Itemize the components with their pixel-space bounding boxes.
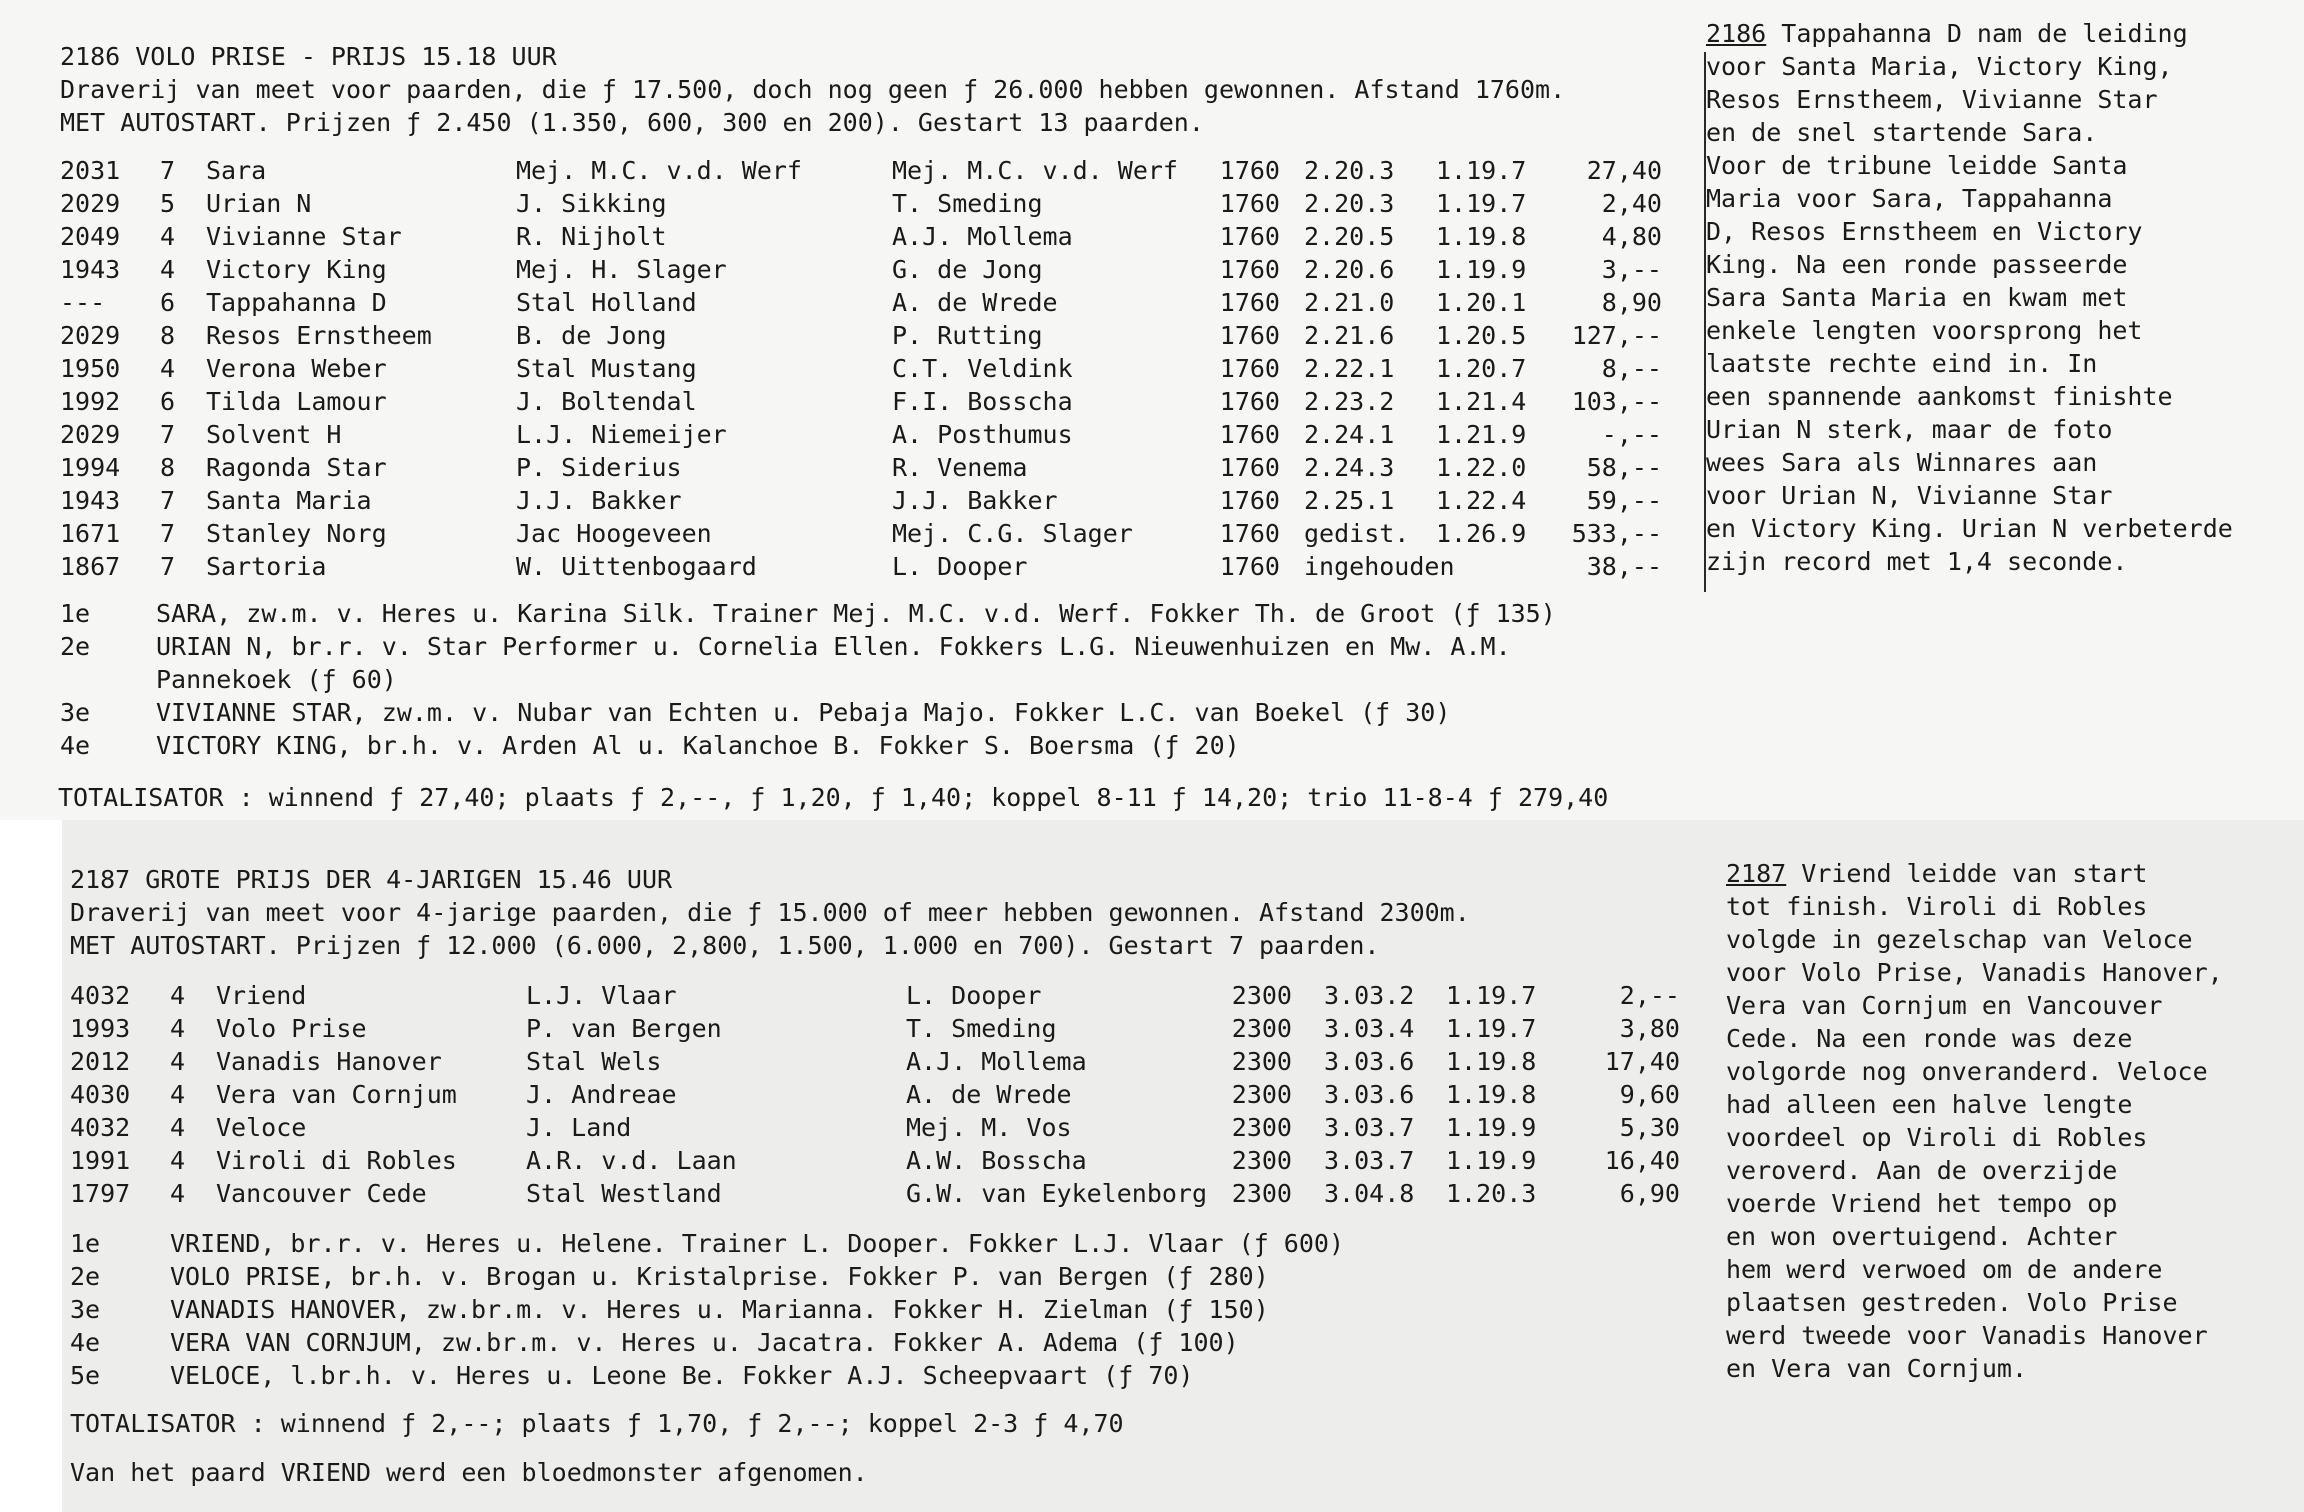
cell-dist: 2300 — [1231, 981, 1292, 1010]
cell-odds: 3,80 — [1619, 1014, 1680, 1043]
race-title: 2187 GROTE PRIJS DER 4-JARIGEN 15.46 UUR — [70, 865, 673, 894]
cell-odds: 4,80 — [1601, 222, 1662, 251]
cell-horse: Stanley Norg — [206, 519, 387, 548]
cell-time: 2.24.3 — [1304, 453, 1395, 482]
cell-odds: 2,-- — [1619, 981, 1680, 1010]
cell-nr: 4030 — [70, 1080, 131, 1109]
cell-nr: 4032 — [70, 1113, 131, 1142]
placing-description: VERA VAN CORNJUM, zw.br.m. v. Heres u. Jacatra. Fokker A. Adema (ƒ 100) — [170, 1328, 1239, 1357]
commentary-line: Maria voor Sara, Tappahanna — [1706, 184, 2113, 213]
cell-age: 4 — [170, 981, 186, 1010]
cell-time: 2.20.6 — [1304, 255, 1395, 284]
cell-odds: 103,-- — [1571, 387, 1662, 416]
cell-driver: Jac Hoogeveen — [516, 519, 712, 548]
cell-driver: P. van Bergen — [526, 1014, 722, 1043]
cell-age: 6 — [160, 387, 176, 416]
cell-dist: 1760 — [1219, 255, 1280, 284]
cell-horse: Ragonda Star — [206, 453, 387, 482]
cell-trainer: R. Venema — [892, 453, 1028, 482]
cell-trainer: Mej. M. Vos — [906, 1113, 1072, 1142]
cell-nr: 1992 — [60, 387, 121, 416]
cell-driver: Mej. M.C. v.d. Werf — [516, 156, 802, 185]
cell-trainer: Mej. M.C. v.d. Werf — [892, 156, 1178, 185]
cell-km: 1.19.7 — [1436, 189, 1527, 218]
table-row — [60, 253, 1700, 286]
commentary-line: veroverd. Aan de overzijde — [1726, 1156, 2118, 1185]
placing-description: Pannekoek (ƒ 60) — [156, 665, 397, 694]
cell-horse: Urian N — [206, 189, 312, 218]
table-row — [70, 1144, 1700, 1177]
cell-time: 3.03.4 — [1324, 1014, 1415, 1043]
cell-time: gedist. — [1304, 519, 1410, 548]
table-row — [60, 187, 1700, 220]
placing-rank: 3e — [70, 1295, 101, 1324]
cell-time: 2.23.2 — [1304, 387, 1395, 416]
cell-odds: -,-- — [1601, 420, 1662, 449]
cell-driver: R. Nijholt — [516, 222, 667, 251]
commentary-line: had alleen een halve lengte — [1726, 1090, 2133, 1119]
commentary-line: Urian N sterk, maar de foto — [1706, 415, 2113, 444]
cell-dist: 2300 — [1231, 1014, 1292, 1043]
race-title: 2186 VOLO PRISE - PRIJS 15.18 UUR — [60, 42, 557, 71]
cell-trainer: T. Smeding — [892, 189, 1043, 218]
cell-dist: 1760 — [1219, 189, 1280, 218]
cell-driver: J. Boltendal — [516, 387, 697, 416]
cell-km: 1.20.1 — [1436, 288, 1527, 317]
cell-horse: Tappahanna D — [206, 288, 387, 317]
cell-driver: L.J. Niemeijer — [516, 420, 727, 449]
commentary-line: laatste rechte eind in. In — [1706, 349, 2098, 378]
cell-km: 1.19.8 — [1446, 1080, 1537, 1109]
cell-nr: 2012 — [70, 1047, 131, 1076]
cell-odds: 3,-- — [1601, 255, 1662, 284]
cell-horse: Vancouver Cede — [216, 1179, 427, 1208]
race-2186-commentary — [1706, 17, 2233, 578]
commentary-line: en won overtuigend. Achter — [1726, 1222, 2118, 1251]
cell-odds: 59,-- — [1586, 486, 1662, 515]
cell-nr: 2049 — [60, 222, 121, 251]
cell-age: 4 — [170, 1113, 186, 1142]
cell-time: 2.21.6 — [1304, 321, 1395, 350]
table-row — [70, 1078, 1700, 1111]
cell-odds: 533,-- — [1571, 519, 1662, 548]
cell-dist: 2300 — [1231, 1146, 1292, 1175]
cell-driver: Stal Wels — [526, 1047, 662, 1076]
placing-description: VICTORY KING, br.h. v. Arden Al u. Kalanchoe B. Fokker S. Boersma (ƒ 20) — [156, 731, 1240, 760]
cell-odds: 8,-- — [1601, 354, 1662, 383]
race-2186-totalisator: TOTALISATOR : winnend ƒ 27,40; plaats ƒ 2,--, ƒ 1,20, ƒ 1,40; koppel 8-11 ƒ 14,20; trio 11-8-4 ƒ 279,40 — [58, 783, 1609, 812]
commentary-line: voordeel op Viroli di Robles — [1726, 1123, 2148, 1152]
cell-time: 3.03.2 — [1324, 981, 1415, 1010]
table-row — [70, 1111, 1700, 1144]
cell-trainer: F.I. Bosscha — [892, 387, 1073, 416]
commentary-line: plaatsen gestreden. Volo Prise — [1726, 1288, 2178, 1317]
cell-nr: 2029 — [60, 189, 121, 218]
cell-driver: J.J. Bakker — [516, 486, 682, 515]
cell-driver: B. de Jong — [516, 321, 667, 350]
cell-trainer: A. de Wrede — [906, 1080, 1072, 1109]
commentary-race-number: 2186 — [1706, 19, 1767, 48]
commentary-line: zijn record met 1,4 seconde. — [1706, 547, 2128, 576]
cell-trainer: T. Smeding — [906, 1014, 1057, 1043]
cell-time: 2.20.3 — [1304, 156, 1395, 185]
cell-odds: 27,40 — [1586, 156, 1662, 185]
commentary-first-line: Vriend leidde van start — [1786, 859, 2148, 888]
commentary-line: en de snel startende Sara. — [1706, 118, 2098, 147]
cell-horse: Volo Prise — [216, 1014, 367, 1043]
cell-km: 1.22.4 — [1436, 486, 1527, 515]
cell-dist: 1760 — [1219, 519, 1280, 548]
cell-odds: 8,90 — [1601, 288, 1662, 317]
commentary-line: en Vera van Cornjum. — [1726, 1354, 2028, 1383]
cell-km: 1.21.4 — [1436, 387, 1527, 416]
cell-age: 7 — [160, 486, 176, 515]
commentary-line: hem werd verwoed om de andere — [1726, 1255, 2163, 1284]
cell-time: 3.03.6 — [1324, 1080, 1415, 1109]
race-conditions: Draverij van meet voor 4-jarige paarden, die ƒ 15.000 of meer hebben gewonnen. Afstand 2300m. — [70, 898, 1470, 927]
race-conditions: Draverij van meet voor paarden, die ƒ 17.500, doch nog geen ƒ 26.000 hebben gewonnen. Afstand 1760m. — [60, 75, 1566, 104]
cell-km: 1.22.0 — [1436, 453, 1527, 482]
commentary-first-line: Tappahanna D nam de leiding — [1766, 19, 2188, 48]
table-row — [60, 220, 1700, 253]
cell-age: 4 — [170, 1014, 186, 1043]
table-row — [60, 385, 1700, 418]
cell-age: 8 — [160, 453, 176, 482]
commentary-line: en Victory King. Urian N verbeterde — [1706, 514, 2233, 543]
cell-age: 7 — [160, 519, 176, 548]
cell-dist: 2300 — [1231, 1113, 1292, 1142]
cell-driver: Stal Mustang — [516, 354, 697, 383]
cell-horse: Vriend — [216, 981, 307, 1010]
table-row — [60, 319, 1700, 352]
cell-km: 1.21.9 — [1436, 420, 1527, 449]
table-row — [70, 1012, 1700, 1045]
table-row — [60, 286, 1700, 319]
cell-driver: Mej. H. Slager — [516, 255, 727, 284]
cell-time: 2.22.1 — [1304, 354, 1395, 383]
cell-age: 4 — [170, 1047, 186, 1076]
cell-dist: 1760 — [1219, 420, 1280, 449]
race-2187-commentary — [1726, 857, 2223, 1385]
cell-dist: 1760 — [1219, 486, 1280, 515]
cell-dist: 1760 — [1219, 156, 1280, 185]
commentary-line: Sara Santa Maria en kwam met — [1706, 283, 2128, 312]
cell-age: 4 — [160, 354, 176, 383]
placing-rank: 4e — [60, 731, 91, 760]
cell-driver: J. Land — [526, 1113, 632, 1142]
table-row — [60, 550, 1700, 583]
race-2186-results-table — [60, 154, 1700, 583]
placing-rank: 2e — [60, 632, 91, 661]
cell-dist: 1760 — [1219, 288, 1280, 317]
cell-km: 1.19.7 — [1446, 1014, 1537, 1043]
cell-km: 1.26.9 — [1436, 519, 1527, 548]
cell-driver: L.J. Vlaar — [526, 981, 677, 1010]
cell-odds: 16,40 — [1604, 1146, 1680, 1175]
cell-dist: 1760 — [1219, 222, 1280, 251]
cell-odds: 9,60 — [1619, 1080, 1680, 1109]
cell-age: 6 — [160, 288, 176, 317]
cell-age: 4 — [170, 1080, 186, 1109]
commentary-line: een spannende aankomst finishte — [1706, 382, 2173, 411]
cell-trainer: A.J. Mollema — [892, 222, 1073, 251]
cell-km: 1.19.8 — [1446, 1047, 1537, 1076]
placing-rank: 3e — [60, 698, 91, 727]
commentary-line: Cede. Na een ronde was deze — [1726, 1024, 2133, 1053]
table-row — [70, 1177, 1700, 1210]
cell-trainer: P. Rutting — [892, 321, 1043, 350]
cell-dist: 1760 — [1219, 354, 1280, 383]
table-row — [60, 154, 1700, 187]
race-prizes: MET AUTOSTART. Prijzen ƒ 2.450 (1.350, 600, 300 en 200). Gestart 13 paarden. — [60, 108, 1204, 137]
placing-description: VOLO PRISE, br.h. v. Brogan u. Kristalprise. Fokker P. van Bergen (ƒ 280) — [170, 1262, 1269, 1291]
cell-nr: 1867 — [60, 552, 121, 581]
cell-nr: 1797 — [70, 1179, 131, 1208]
cell-dist: 2300 — [1231, 1080, 1292, 1109]
cell-driver: Stal Holland — [516, 288, 697, 317]
cell-km: 1.19.9 — [1436, 255, 1527, 284]
placing-rank: 5e — [70, 1361, 101, 1390]
cell-dist: 2300 — [1231, 1179, 1292, 1208]
cell-dist: 1760 — [1219, 552, 1280, 581]
cell-driver: Stal Westland — [526, 1179, 722, 1208]
cell-time: 2.24.1 — [1304, 420, 1395, 449]
cell-km: 1.19.9 — [1446, 1113, 1537, 1142]
table-row — [60, 517, 1700, 550]
cell-dist: 1760 — [1219, 321, 1280, 350]
cell-trainer: J.J. Bakker — [892, 486, 1058, 515]
commentary-line: enkele lengten voorsprong het — [1706, 316, 2143, 345]
cell-odds: 6,90 — [1619, 1179, 1680, 1208]
cell-horse: Solvent H — [206, 420, 342, 449]
cell-driver: J. Sikking — [516, 189, 667, 218]
cell-dist: 2300 — [1231, 1047, 1292, 1076]
commentary-line: King. Na een ronde passeerde — [1706, 250, 2128, 279]
cell-trainer: Mej. C.G. Slager — [892, 519, 1133, 548]
cell-nr: 2031 — [60, 156, 121, 185]
cell-km: 1.19.7 — [1446, 981, 1537, 1010]
cell-horse: Victory King — [206, 255, 387, 284]
cell-time: 3.04.8 — [1324, 1179, 1415, 1208]
table-row — [60, 418, 1700, 451]
cell-nr: 1943 — [60, 255, 121, 284]
cell-age: 7 — [160, 156, 176, 185]
commentary-line: tot finish. Viroli di Robles — [1726, 892, 2148, 921]
commentary-line: werd tweede voor Vanadis Hanover — [1726, 1321, 2208, 1350]
cell-time: 2.21.0 — [1304, 288, 1395, 317]
cell-horse: Sara — [206, 156, 267, 185]
placing-description: SARA, zw.m. v. Heres u. Karina Silk. Trainer Mej. M.C. v.d. Werf. Fokker Th. de Groot (ƒ 135) — [156, 599, 1556, 628]
commentary-line: Voor de tribune leidde Santa — [1706, 151, 2128, 180]
cell-km: 1.20.7 — [1436, 354, 1527, 383]
cell-nr: 4032 — [70, 981, 131, 1010]
table-row — [70, 1045, 1700, 1078]
race-prizes: MET AUTOSTART. Prijzen ƒ 12.000 (6.000, 2,800, 1.500, 1.000 en 700). Gestart 7 paarden. — [70, 931, 1380, 960]
placing-description: VANADIS HANOVER, zw.br.m. v. Heres u. Marianna. Fokker H. Zielman (ƒ 150) — [170, 1295, 1269, 1324]
table-row — [60, 484, 1700, 517]
cell-trainer: A.W. Bosscha — [906, 1146, 1087, 1175]
cell-age: 7 — [160, 420, 176, 449]
cell-horse: Tilda Lamour — [206, 387, 387, 416]
table-row — [60, 352, 1700, 385]
cell-time: 2.25.1 — [1304, 486, 1395, 515]
cell-km: 1.19.9 — [1446, 1146, 1537, 1175]
commentary-line: voor Urian N, Vivianne Star — [1706, 481, 2113, 510]
cell-odds: 5,30 — [1619, 1113, 1680, 1142]
placing-description: VIVIANNE STAR, zw.m. v. Nubar van Echten u. Pebaja Majo. Fokker L.C. van Boekel (ƒ 30) — [156, 698, 1451, 727]
cell-km: 1.20.3 — [1446, 1179, 1537, 1208]
race-2187-footnote: Van het paard VRIEND werd een bloedmonster afgenomen. — [70, 1458, 868, 1487]
race-2187-totalisator: TOTALISATOR : winnend ƒ 2,--; plaats ƒ 1,70, ƒ 2,--; koppel 2-3 ƒ 4,70 — [70, 1409, 1124, 1438]
cell-time: 2.20.3 — [1304, 189, 1395, 218]
commentary-line: voor Santa Maria, Victory King, — [1706, 52, 2173, 81]
cell-trainer: G. de Jong — [892, 255, 1043, 284]
cell-driver: P. Siderius — [516, 453, 682, 482]
table-row — [70, 979, 1700, 1012]
cell-nr: 2029 — [60, 420, 121, 449]
placing-description: VRIEND, br.r. v. Heres u. Helene. Trainer L. Dooper. Fokker L.J. Vlaar (ƒ 600) — [170, 1229, 1344, 1258]
race-2186-header — [60, 40, 1565, 139]
cell-km: 1.19.8 — [1436, 222, 1527, 251]
cell-odds: 38,-- — [1586, 552, 1662, 581]
cell-driver: A.R. v.d. Laan — [526, 1146, 737, 1175]
cell-horse: Verona Weber — [206, 354, 387, 383]
race-2187-header — [70, 863, 1470, 962]
cell-age: 7 — [160, 552, 176, 581]
cell-time: ingehouden — [1304, 552, 1455, 581]
placing-rank: 4e — [70, 1328, 101, 1357]
placing-description: VELOCE, l.br.h. v. Heres u. Leone Be. Fokker A.J. Scheepvaart (ƒ 70) — [170, 1361, 1194, 1390]
cell-km: 1.20.5 — [1436, 321, 1527, 350]
cell-trainer: A.J. Mollema — [906, 1047, 1087, 1076]
cell-odds: 2,40 — [1601, 189, 1662, 218]
cell-age: 4 — [160, 222, 176, 251]
cell-horse: Sartoria — [206, 552, 327, 581]
commentary-line: voerde Vriend het tempo op — [1726, 1189, 2118, 1218]
cell-horse: Viroli di Robles — [216, 1146, 457, 1175]
cell-horse: Vivianne Star — [206, 222, 402, 251]
cell-time: 3.03.6 — [1324, 1047, 1415, 1076]
commentary-line: volgorde nog onveranderd. Veloce — [1726, 1057, 2208, 1086]
cell-km: 1.19.7 — [1436, 156, 1527, 185]
placing-description: URIAN N, br.r. v. Star Performer u. Cornelia Ellen. Fokkers L.G. Nieuwenhuizen en Mw. A.M. — [156, 632, 1511, 661]
cell-odds: 127,-- — [1571, 321, 1662, 350]
cell-horse: Vanadis Hanover — [216, 1047, 442, 1076]
commentary-line: volgde in gezelschap van Veloce — [1726, 925, 2193, 954]
race-2187-results-table — [70, 979, 1700, 1210]
cell-trainer: A. Posthumus — [892, 420, 1073, 449]
cell-nr: --- — [60, 288, 106, 317]
cell-trainer: L. Dooper — [892, 552, 1028, 581]
cell-nr: 1994 — [60, 453, 121, 482]
cell-age: 8 — [160, 321, 176, 350]
commentary-line: Resos Ernstheem, Vivianne Star — [1706, 85, 2158, 114]
placing-rank: 1e — [60, 599, 91, 628]
cell-time: 3.03.7 — [1324, 1146, 1415, 1175]
cell-trainer: G.W. van Eykelenborg — [906, 1179, 1208, 1208]
cell-nr: 1943 — [60, 486, 121, 515]
cell-trainer: L. Dooper — [906, 981, 1042, 1010]
commentary-line: Vera van Cornjum en Vancouver — [1726, 991, 2163, 1020]
cell-trainer: A. de Wrede — [892, 288, 1058, 317]
commentary-line: D, Resos Ernstheem en Victory — [1706, 217, 2143, 246]
cell-age: 5 — [160, 189, 176, 218]
cell-driver: W. Uittenbogaard — [516, 552, 757, 581]
cell-horse: Resos Ernstheem — [206, 321, 432, 350]
cell-age: 4 — [170, 1179, 186, 1208]
cell-horse: Veloce — [216, 1113, 307, 1142]
table-row — [60, 451, 1700, 484]
cell-dist: 1760 — [1219, 453, 1280, 482]
commentary-line: wees Sara als Winnares aan — [1706, 448, 2098, 477]
cell-odds: 58,-- — [1586, 453, 1662, 482]
cell-nr: 1993 — [70, 1014, 131, 1043]
cell-driver: J. Andreae — [526, 1080, 677, 1109]
commentary-race-number: 2187 — [1726, 859, 1787, 888]
cell-horse: Vera van Cornjum — [216, 1080, 457, 1109]
cell-nr: 2029 — [60, 321, 121, 350]
cell-odds: 17,40 — [1604, 1047, 1680, 1076]
placing-rank: 1e — [70, 1229, 101, 1258]
cell-age: 4 — [170, 1146, 186, 1175]
cell-nr: 1671 — [60, 519, 121, 548]
cell-age: 4 — [160, 255, 176, 284]
cell-nr: 1950 — [60, 354, 121, 383]
cell-time: 3.03.7 — [1324, 1113, 1415, 1142]
commentary-line: voor Volo Prise, Vanadis Hanover, — [1726, 958, 2223, 987]
cell-nr: 1991 — [70, 1146, 131, 1175]
cell-dist: 1760 — [1219, 387, 1280, 416]
cell-time: 2.20.5 — [1304, 222, 1395, 251]
cell-horse: Santa Maria — [206, 486, 372, 515]
placing-rank: 2e — [70, 1262, 101, 1291]
cell-trainer: C.T. Veldink — [892, 354, 1073, 383]
